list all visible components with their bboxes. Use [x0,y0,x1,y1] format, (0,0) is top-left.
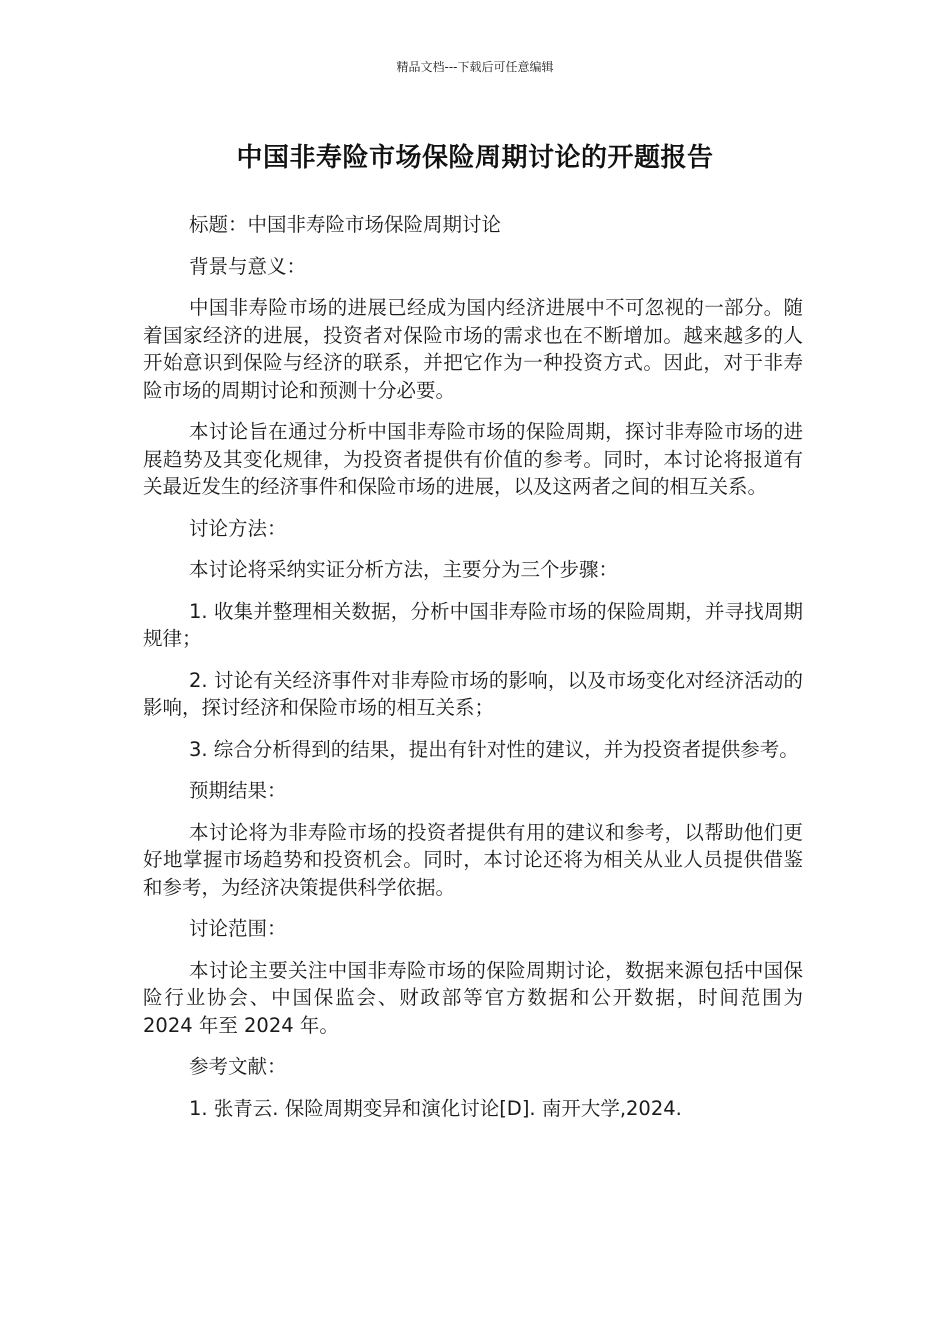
page-header: 精品文档---下载后可任意编辑 [396,60,554,74]
reference-item-1: 1. 张青云. 保险周期变异和演化讨论[D]. 南开大学,2024. [189,1096,682,1120]
document-title: 中国非寿险市场保险周期讨论的开题报告 [236,143,714,173]
heading-method: 讨论方法： [189,516,287,540]
paragraph-expected-results: 本讨论将为非寿险市场的投资者提供有用的建议和参考，以帮助他们更好地掌握市场趋势和投资机会。同时，本讨论还将为相关从业人员提供借鉴和参考，为经济决策提供科学依据。 [143,820,803,899]
document-body [143,211,803,1136]
list-item-step-1: 1. 收集并整理相关数据，分析中国非寿险市场的保险周期，并寻找周期规律； [143,599,803,650]
list-item-step-2: 2. 讨论有关经济事件对非寿险市场的影响，以及市场变化对经济活动的影响，探讨经济和保险市场的相互关系； [143,668,803,719]
paragraph-method-intro: 本讨论将采纳实证分析方法，主要分为三个步骤： [189,558,619,581]
heading-references: 参考文献： [189,1055,287,1078]
paragraph-background-2: 本讨论旨在通过分析中国非寿险市场的保险周期，探讨非寿险市场的进展趋势及其变化规律，为投资者提供有价值的参考。同时，本讨论将报道有关最近发生的经济事件和保险市场的进展，以及这两者之间的相互关系。 [143,420,803,498]
heading-background: 背景与意义： [189,254,307,278]
list-item-step-3: 3. 综合分析得到的结果，提出有针对性的建议，并为投资者提供参考。 [189,737,799,761]
paragraph-scope: 本讨论主要关注中国非寿险市场的保险周期讨论，数据来源包括中国保险行业协会、中国保监会、财政部等官方数据和公开数据，时间范围为 2024 年至 2024 年。 [143,958,803,1037]
paragraph-subject: 标题：中国非寿险市场保险周期讨论 [189,213,502,236]
paragraph-background-1: 中国非寿险市场的进展已经成为国内经济进展中不可忽视的一部分。随着国家经济的进展，投资者对保险市场的需求也在不断增加。越来越多的人开始意识到保险与经济的联系，并把它作为一种投资方式。因此，对于非寿险市场的周期讨论和预测十分必要。 [143,296,803,402]
heading-expected-results: 预期结果： [189,779,287,802]
heading-scope: 讨论范围： [189,917,287,940]
